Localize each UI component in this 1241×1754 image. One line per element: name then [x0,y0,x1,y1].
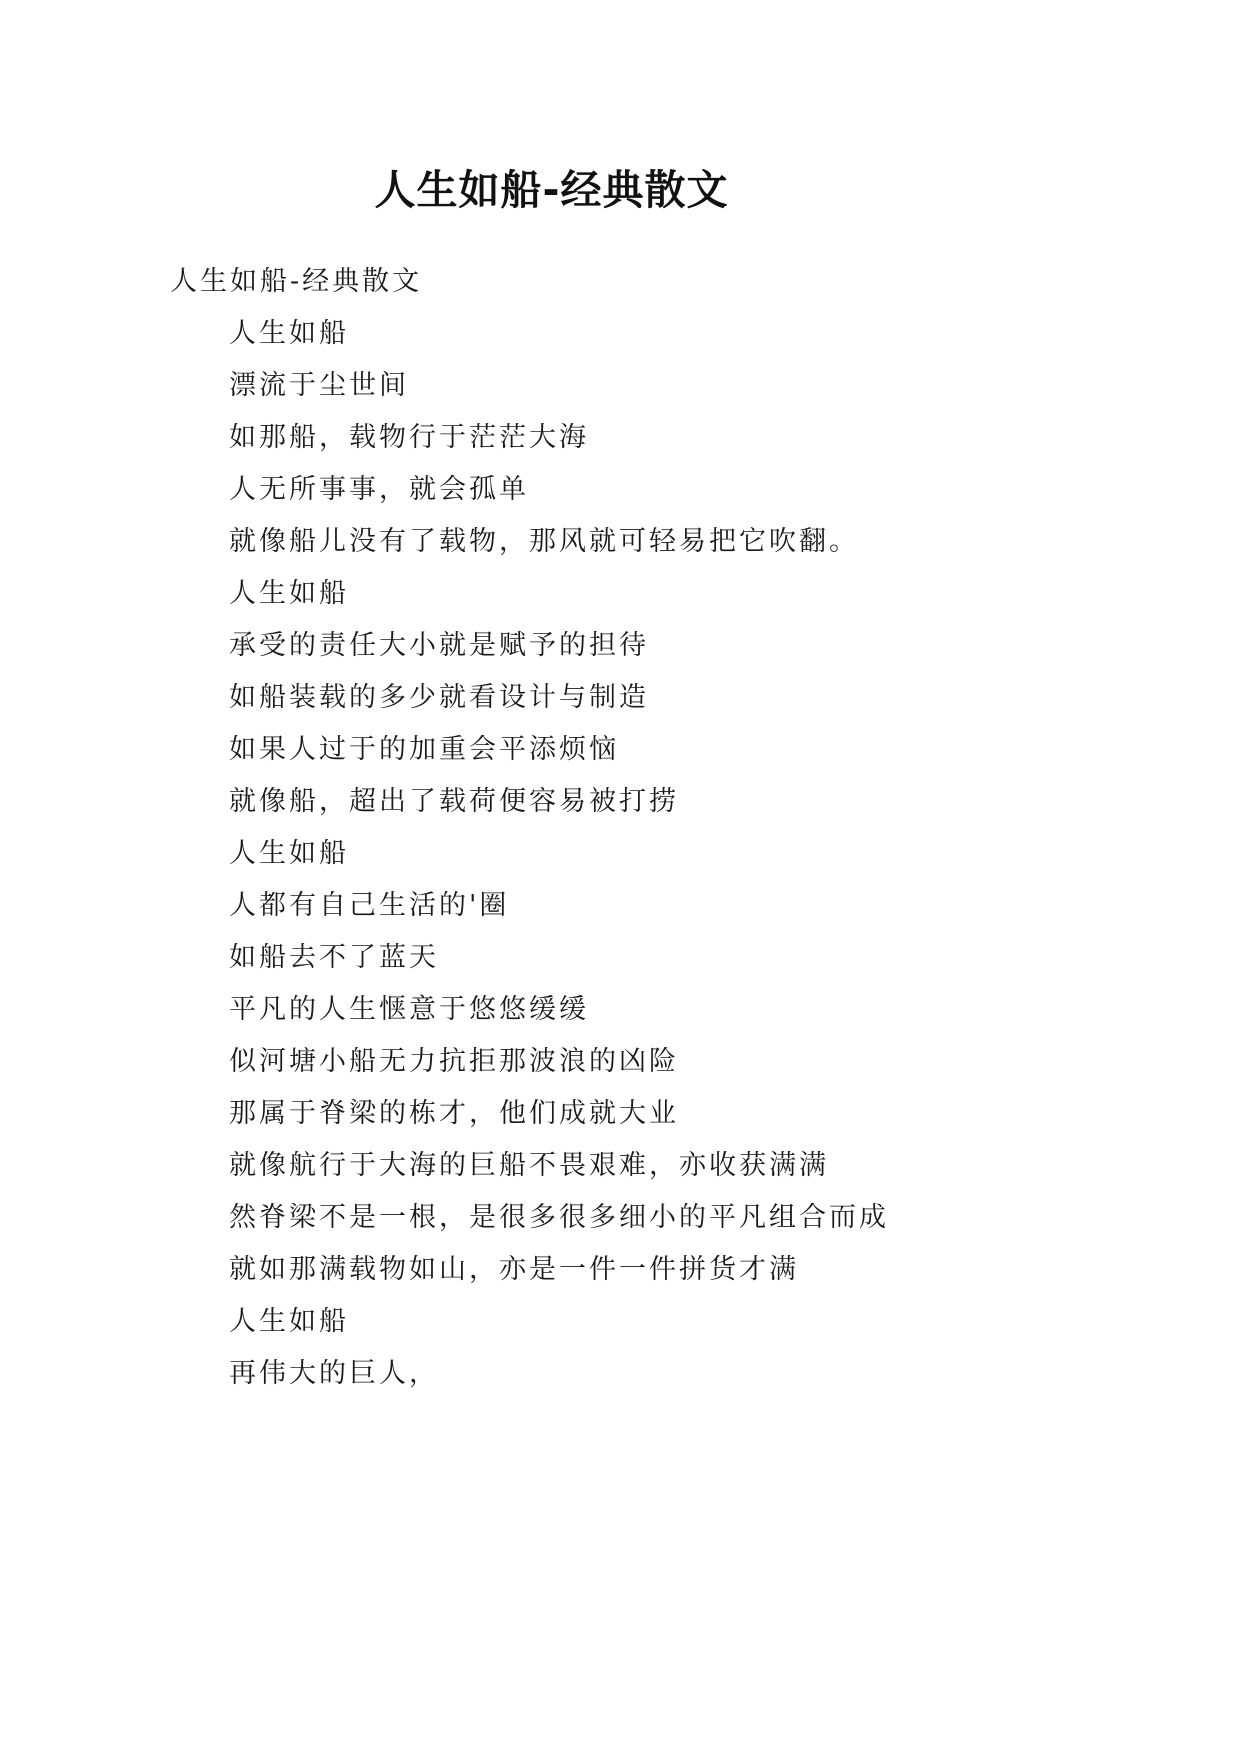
poem-line: 人生如船 [229,318,349,349]
poem-line: 似河塘小船无力抗拒那波浪的凶险 [229,1046,679,1077]
poem-line: 人无所事事，就会孤单 [229,474,529,505]
poem-line: 人生如船 [229,1306,349,1337]
poem-line: 就如那满载物如山，亦是一件一件拼货才满 [229,1254,799,1285]
poem-lines [229,314,889,1406]
article-heading-line: 人生如船-经典散文 [170,266,423,297]
poem-line: 那属于脊梁的栋才，他们成就大业 [229,1098,679,1129]
poem-line: 人都有自己生活的'圈 [229,890,510,921]
poem-line: 如船装载的多少就看设计与制造 [229,682,649,713]
poem-line: 漂流于尘世间 [229,370,409,401]
poem-line: 人生如船 [229,838,349,869]
poem-line: 人生如船 [229,578,349,609]
poem-line: 平凡的人生惬意于悠悠缓缓 [229,994,589,1025]
page-title: 人生如船-经典散文 [374,166,729,215]
poem-line: 就像船，超出了载荷便容易被打捞 [229,786,679,817]
poem-line: 就像船儿没有了载物，那风就可轻易把它吹翻。 [229,526,859,557]
poem-line: 如果人过于的加重会平添烦恼 [229,734,619,765]
poem-line: 如船去不了蓝天 [229,942,439,973]
poem-line: 就像航行于大海的巨船不畏艰难，亦收获满满 [229,1150,829,1181]
poem-line: 如那船，载物行于茫茫大海 [229,422,589,453]
poem-line: 承受的责任大小就是赋予的担待 [229,630,649,661]
poem-line: 再伟大的巨人， [229,1358,439,1389]
poem-line: 然脊梁不是一根，是很多很多细小的平凡组合而成 [229,1202,889,1233]
